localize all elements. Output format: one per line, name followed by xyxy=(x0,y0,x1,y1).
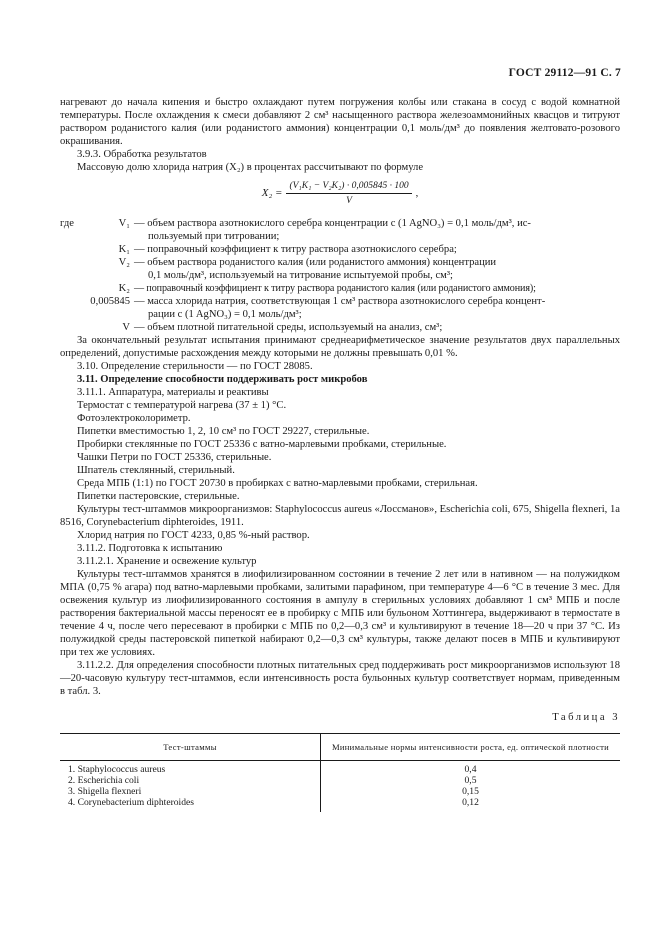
definition-text: — объем плотной питательной среды, используемый на анализ, см³; xyxy=(134,322,443,333)
section-heading-3-11-2-1: 3.11.2.1. Хранение и освежение культур xyxy=(77,556,257,567)
table-cell-strain: 3. Shigella flexneri xyxy=(60,786,321,797)
definition-text: — объем раствора азотнокислого серебра концентрации c (1 AgNO₃) = 0,1 моль/дм³, ис- пользуемый при титровании; xyxy=(134,218,531,242)
list-item: Шпатель стеклянный, стерильный. xyxy=(77,465,235,476)
definition-text: — объем раствора роданистого калия (или роданистого аммония) концентрации 0,1 моль/дм³, используемый на титрование испытуемой пробы, см³; xyxy=(134,257,497,281)
definition-symbol: V₁ xyxy=(118,218,130,229)
table-cell-strain: 4. Corynebacterium diphteroides xyxy=(60,797,321,812)
list-item: Термостат с температурой нагрева (37 ± 1) °С. xyxy=(77,400,287,411)
list-item: Пипетки пастеровские, стерильные. xyxy=(77,491,240,502)
table-row xyxy=(60,786,620,797)
paragraph: Массовую долю хлорида натрия (X₂) в процентах рассчитывают по формуле xyxy=(77,162,424,173)
list-item: Пробирки стеклянные по ГОСТ 25336 с ватно-марлевыми пробками, стерильные. xyxy=(77,439,447,450)
table-cell-value: 0,15 xyxy=(462,786,479,797)
definition-item xyxy=(60,243,620,256)
definition-item xyxy=(60,295,620,321)
definition-text: — поправочный коэффициент к титру раствора роданистого калия (или роданистого аммония); xyxy=(134,283,536,294)
definition-item xyxy=(60,217,620,243)
table-3 xyxy=(60,733,620,812)
table-row xyxy=(60,761,620,776)
list-item: Хлорид натрия по ГОСТ 4233, 0,85 %-ный раствор. xyxy=(77,530,310,541)
formula-fraction xyxy=(286,180,411,207)
definition-symbol: V xyxy=(122,322,130,333)
table-cell-strain: 2. Escherichia coli xyxy=(60,775,321,786)
section-heading-3-11-2: 3.11.2. Подготовка к испытанию xyxy=(77,543,223,554)
definitions-list xyxy=(60,217,620,334)
table-cell-strain: 1. Staphylococcus aureus xyxy=(60,761,321,776)
table-header-strains: Тест-штаммы xyxy=(60,734,321,761)
formula-denominator: V xyxy=(346,196,352,206)
table-header-norms: Минимальные нормы интенсивности роста, ед. оптической плотности xyxy=(321,734,621,761)
page-header: ГОСТ 29112—91 С. 7 xyxy=(508,67,621,79)
section-heading-3-11: 3.11. Определение способности поддерживать рост микробов xyxy=(77,374,368,385)
definition-text: — поправочный коэффициент к титру раствора азотнокислого серебра; xyxy=(134,244,457,255)
document-body xyxy=(60,96,620,812)
list-item: Чашки Петри по ГОСТ 25336, стерильные. xyxy=(77,452,272,463)
definition-text: — масса хлорида натрия, соответствующая 1 см³ раствора азотнокислого серебра концент- рации c (1 AgNO₃) = 0,1 моль/дм³; xyxy=(134,296,546,320)
definition-symbol: V₂ xyxy=(118,257,130,268)
definition-item xyxy=(60,256,620,282)
formula xyxy=(60,180,620,207)
paragraph: За окончательный результат испытания принимают среднеарифметическое значение результатов двух параллельных определений, допустимые расхождения между которыми не должны превышать 0,01 %. xyxy=(60,335,620,359)
list-item: Среда МПБ (1:1) по ГОСТ 20730 в пробирках с ватно-марлевыми пробками, стерильная. xyxy=(77,478,478,489)
definition-symbol: 0,005845 xyxy=(90,296,130,307)
paragraph: 3.11.2.2. Для определения способности плотных питательных сред поддерживать рост микроорганизмов используют 18—20-часовую культуру тест-штаммов, если интенсивность роста бульонных культур соответствует нормам, приведенным в табл. 3. xyxy=(60,660,620,697)
definition-symbol: K₂ xyxy=(118,283,130,294)
table-row xyxy=(60,775,620,786)
list-item: Фотоэлектроколориметр. xyxy=(77,413,191,424)
formula-numerator: (V₁K₁ − V₂K₂) · 0,005845 · 100 xyxy=(286,180,411,194)
section-heading-3-11-1: 3.11.1. Аппаратура, материалы и реактивы xyxy=(77,387,269,398)
paragraph: нагревают до начала кипения и быстро охлаждают путем погружения колбы или стакана в сосуд с водой комнатной температуры. После охлаждения к смеси добавляют 2 см³ насыщенного раствора железоаммонийных квасцов и титруют раствором роданистого калия (или роданистого аммония) концентрации 0,1 моль/дм³ до появления желтовато-розового окрашивания. xyxy=(60,97,620,147)
table-cell-value: 0,5 xyxy=(464,775,477,786)
section-heading-3-9-3: 3.9.3. Обработка результатов xyxy=(77,149,207,160)
formula-comma: , xyxy=(415,188,419,199)
formula-lhs: X₂ = xyxy=(261,187,283,199)
table-caption: Таблица 3 xyxy=(552,712,620,723)
table-row xyxy=(60,797,620,812)
definition-symbol: K₁ xyxy=(118,244,130,255)
definition-item xyxy=(60,282,620,295)
definition-item xyxy=(60,321,620,334)
list-item: Пипетки вместимостью 1, 2, 10 см³ по ГОСТ 29227, стерильные. xyxy=(77,426,370,437)
where-label: где xyxy=(60,218,74,229)
paragraph: Культуры тест-штаммов хранятся в лиофилизированном состоянии в течение 2 лет или в нативном — на полужидком МПА (0,75 % агара) под ватно-марлевыми пробками, залитыми парафином, при температуре 4—6 °С в течение 3 мес. Для освежения культур из лиофилизированного состояния в ампулу в стерильных условиях добавляют 1 см³ МПБ и после растворения бактериальной массы переносят ее в пробирку с МПБ или бульоном Хоттингера, выдерживают в термостате в течение 4 ч, после чего пересевают в пробирки с МПБ по 0,2—0,3 см³ и культивируют в течение 18—20 ч при 37 °С. Из полужидкой среды пастеровской пипеткой набирают 0,2—0,3 см³ культуры, также делают посев в МПБ и культивируют при тех же условиях. xyxy=(60,569,620,658)
section-heading-3-10: 3.10. Определение стерильности — по ГОСТ 28085. xyxy=(77,361,313,372)
list-item: Культуры тест-штаммов микроорганизмов: Staphylococcus aureus «Лоссманов», Escherichia coli, 675, Shigella flexneri, 1a 8516, Corynebacterium diphteroides, 1911. xyxy=(60,504,620,528)
table-cell-value: 0,4 xyxy=(464,764,477,775)
table-cell-value: 0,12 xyxy=(462,797,479,808)
